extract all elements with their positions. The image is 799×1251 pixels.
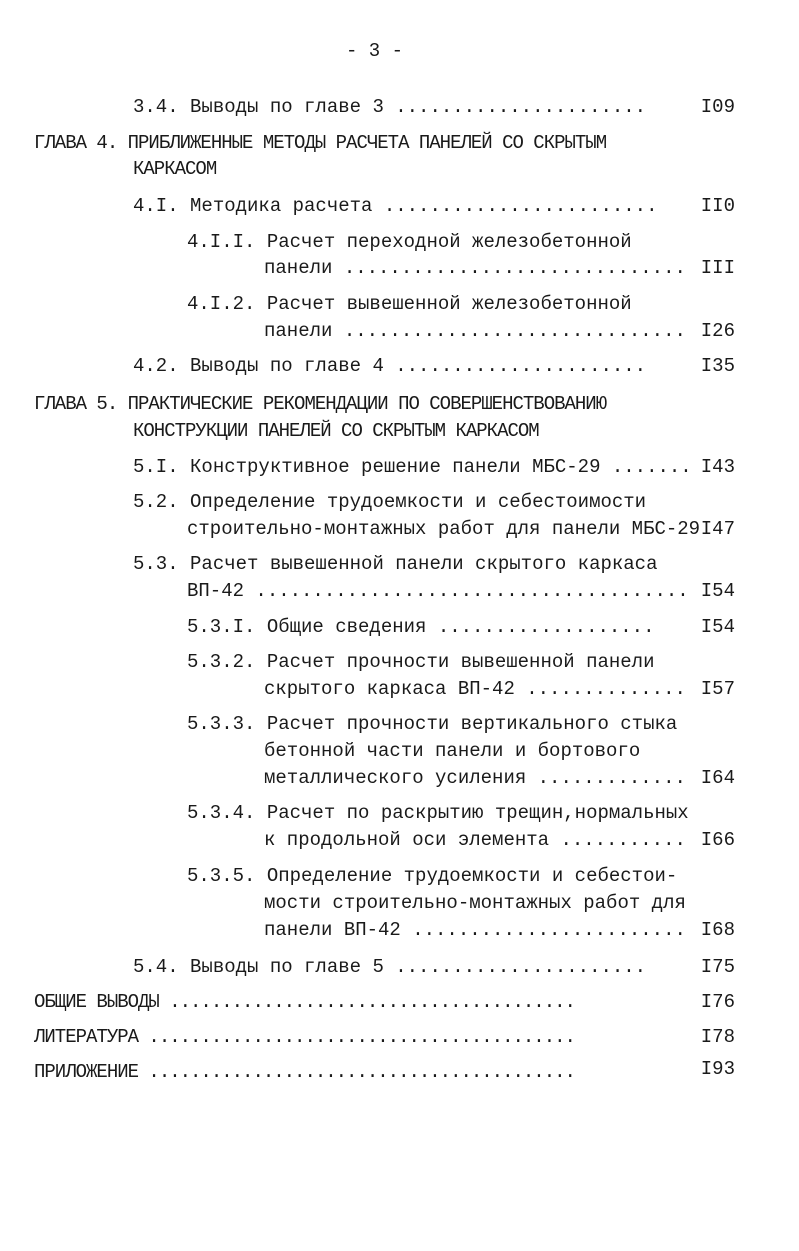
- toc-entry-title: 5.3.2. Расчет прочности вывешенной панели: [187, 651, 655, 673]
- toc-entry-page: I78: [700, 1026, 735, 1048]
- toc-entry-title: 3.4. Выводы по главе 3 ......................: [133, 96, 647, 118]
- toc-entry-title: 5.3.I. Общие сведения ...................: [187, 616, 655, 638]
- toc-entry-page: I57: [700, 678, 735, 700]
- toc-entry-title-cont: панели ..............................: [264, 257, 686, 279]
- page-number: - 3 -: [346, 40, 404, 62]
- toc-entry-title-cont: скрытого каркаса ВП-42 ..............: [264, 678, 686, 700]
- toc-entry-title-cont: бетонной части панели и бортового: [264, 740, 641, 762]
- toc-entry-title: ОБЩИЕ ВЫВОДЫ .......................................: [34, 991, 575, 1013]
- toc-entry-title: 5.2. Определение трудоемкости и себестоимости: [133, 491, 647, 513]
- toc-entry-page: I09: [700, 96, 735, 118]
- toc-entry-page: I35: [700, 355, 735, 377]
- toc-entry-title: 4.I.2. Расчет вывешенной железобетонной: [187, 293, 632, 315]
- toc-entry-page: I66: [700, 829, 735, 851]
- toc-entry-title: ЛИТЕРАТУРА .........................................: [34, 1026, 575, 1048]
- toc-entry-page: I68: [700, 919, 735, 941]
- toc-chapter-title-cont: КАРКАСОМ: [133, 158, 217, 180]
- toc-chapter-title-cont: КОНСТРУКЦИИ ПАНЕЛЕЙ СО СКРЫТЫМ КАРКАСОМ: [133, 420, 539, 442]
- toc-entry-title-cont: к продольной оси элемента ...........: [264, 829, 686, 851]
- toc-entry-title: 5.3. Расчет вывешенной панели скрытого каркаса: [133, 553, 658, 575]
- toc-entry-page: I75: [700, 956, 735, 978]
- toc-entry-title: 5.3.5. Определение трудоемкости и себестои-: [187, 865, 678, 887]
- toc-chapter-title: ГЛАВА 4. ПРИБЛИЖЕННЫЕ МЕТОДЫ РАСЧЕТА ПАНЕЛЕЙ СО СКРЫТЫМ: [34, 132, 607, 154]
- toc-entry-title-cont: строительно-монтажных работ для панели МБС-29: [187, 518, 701, 540]
- toc-chapter-title: ГЛАВА 5. ПРАКТИЧЕСКИЕ РЕКОМЕНДАЦИИ ПО СОВЕРШЕНСТВОВАНИЮ: [34, 393, 607, 415]
- toc-entry-title: 5.3.4. Расчет по раскрытию трещин,нормальных: [187, 802, 689, 824]
- toc-entry-title: 5.4. Выводы по главе 5 ......................: [133, 956, 647, 978]
- toc-entry-title: 4.2. Выводы по главе 4 ......................: [133, 355, 647, 377]
- toc-entry-title: 4.I. Методика расчета ........................: [133, 195, 658, 217]
- toc-entry-title-cont: ВП-42 ......................................: [187, 580, 689, 602]
- toc-entry-title-cont: панели ВП-42 ........................: [264, 919, 686, 941]
- toc-entry-page: I26: [700, 320, 735, 342]
- toc-entry-page: I64: [700, 767, 735, 789]
- toc-entry-title-cont: металлического усиления .............: [264, 767, 686, 789]
- toc-entry-page: I43: [700, 456, 735, 478]
- toc-entry-title: 4.I.I. Расчет переходной железобетонной: [187, 231, 632, 253]
- toc-entry-page: I47: [700, 518, 735, 540]
- toc-entry-page: II0: [700, 195, 735, 217]
- toc-entry-page: I54: [700, 616, 735, 638]
- toc-entry-page: I54: [700, 580, 735, 602]
- toc-entry-title-cont: панели ..............................: [264, 320, 686, 342]
- toc-entry-page: I76: [700, 991, 735, 1013]
- toc-entry-page: III: [700, 257, 735, 279]
- toc-entry-title: 5.I. Конструктивное решение панели МБС-29 .......: [133, 456, 692, 478]
- toc-entry-title: 5.3.3. Расчет прочности вертикального стыка: [187, 713, 678, 735]
- toc-entry-page: I93: [700, 1058, 735, 1080]
- toc-entry-title: ПРИЛОЖЕНИЕ .........................................: [34, 1061, 575, 1083]
- toc-entry-title-cont: мости строительно-монтажных работ для: [264, 892, 686, 914]
